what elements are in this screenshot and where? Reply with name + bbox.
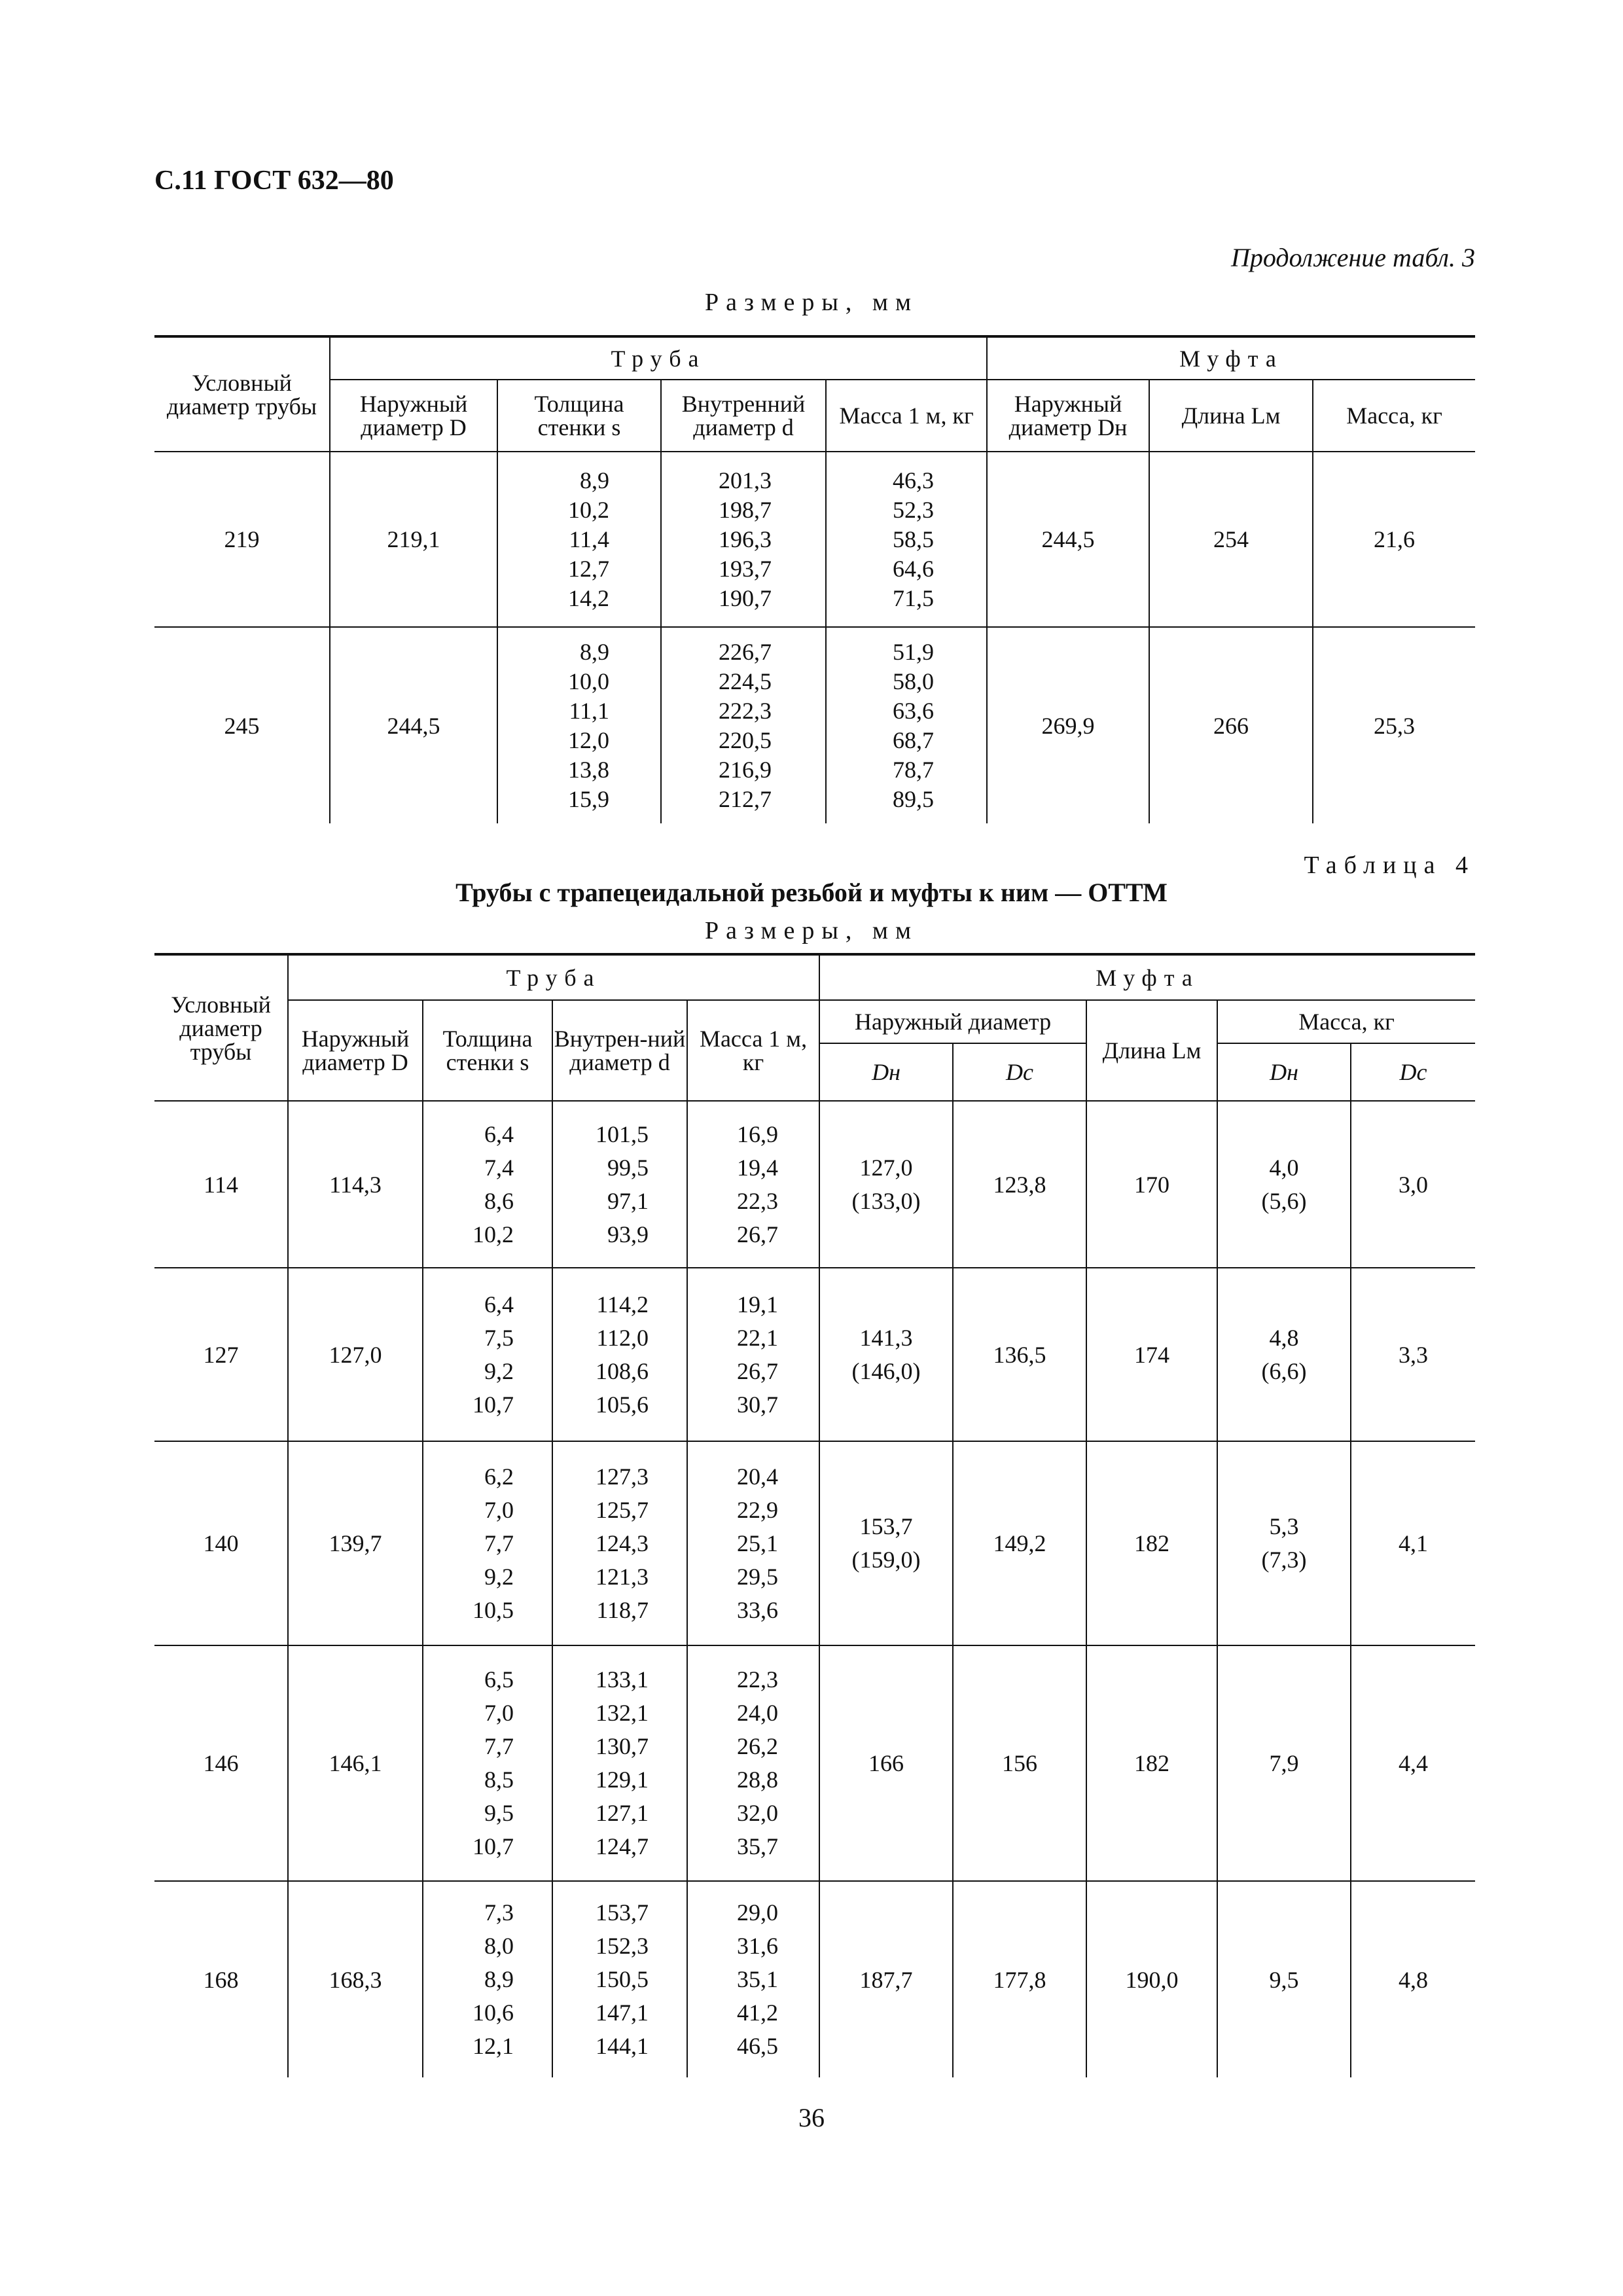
cell-coupling-length: 254 xyxy=(1149,452,1313,627)
continuation-note: Продолжение табл. 3 xyxy=(1230,243,1475,272)
table-4-title: Трубы с трапецеидальной резьбой и муфты к ним — ОТТМ xyxy=(455,878,1168,907)
header-wall-thickness: Толщина стенки s xyxy=(497,380,661,452)
cell-wall: 7,3 8,0 8,9 10,6 12,1 xyxy=(473,1899,514,2059)
table-3-continuation xyxy=(154,335,1475,823)
cell-outer: 127,0 xyxy=(288,1268,423,1441)
header-group-pipe: Труба xyxy=(288,954,819,1000)
cell-mass: 22,3 24,0 26,2 28,8 32,0 35,7 xyxy=(737,1666,779,1859)
table-4-label: Таблица 4 xyxy=(1304,852,1475,879)
cell-inner: 101,5 99,5 97,1 93,9 xyxy=(596,1121,649,1247)
cell-mass: 19,1 22,1 26,7 30,7 xyxy=(737,1291,779,1418)
subheader-mass-dn: Dн xyxy=(1217,1043,1351,1101)
cell-coupling-dn: 153,7 (159,0) xyxy=(851,1513,921,1573)
table-row xyxy=(154,627,1475,823)
cell-coupling-length: 174 xyxy=(1086,1268,1217,1441)
cell-outer: 244,5 xyxy=(330,627,497,823)
cell-mass-dc: 4,8 xyxy=(1351,1881,1475,2077)
cell-inner: 201,3 198,7 196,3 193,7 190,7 xyxy=(719,467,772,611)
header-outer-diameter: Наружный диаметр D xyxy=(288,1000,423,1101)
cell-outer: 114,3 xyxy=(288,1101,423,1268)
header-inner-diameter: Внутренний диаметр d xyxy=(661,380,826,452)
cell-coupling-outer: 269,9 xyxy=(987,627,1149,823)
header-coupling-outer-diameter: Наружный диаметр Dн xyxy=(987,380,1149,452)
cell-nominal: 114 xyxy=(154,1101,288,1268)
header-coupling-mass: Масса, кг xyxy=(1217,1000,1475,1043)
cell-mass: 29,0 31,6 35,1 41,2 46,5 xyxy=(737,1899,779,2059)
table-row xyxy=(154,1881,1475,2077)
cell-coupling-dc: 136,5 xyxy=(953,1268,1086,1441)
cell-mass-dc: 3,3 xyxy=(1351,1268,1475,1441)
cell-wall: 8,9 10,2 11,4 12,7 14,2 xyxy=(568,467,609,611)
cell-mass-dc: 3,0 xyxy=(1351,1101,1475,1268)
header-nominal-diameter: Условный диаметр трубы xyxy=(154,336,330,452)
header-wall-thickness: Толщина стенки s xyxy=(423,1000,552,1101)
cell-outer: 219,1 xyxy=(330,452,497,627)
subheader-dn: Dн xyxy=(819,1043,953,1101)
cell-coupling-dc: 123,8 xyxy=(953,1101,1086,1268)
cell-inner: 153,7 152,3 150,5 147,1 144,1 xyxy=(596,1899,649,2059)
cell-nominal: 127 xyxy=(154,1268,288,1441)
cell-mass-dn: 9,5 xyxy=(1217,1881,1351,2077)
cell-mass: 51,9 58,0 63,6 68,7 78,7 89,5 xyxy=(893,638,935,812)
table-row xyxy=(154,1268,1475,1441)
cell-inner: 127,3 125,7 124,3 121,3 118,7 xyxy=(596,1463,649,1623)
cell-coupling-outer: 244,5 xyxy=(987,452,1149,627)
cell-coupling-dn: 141,3 (146,0) xyxy=(851,1324,921,1384)
table-row xyxy=(154,1645,1475,1881)
cell-coupling-dc: 149,2 xyxy=(953,1441,1086,1645)
cell-wall: 8,9 10,0 11,1 12,0 13,8 15,9 xyxy=(568,638,609,812)
cell-mass-dn: 4,0 (5,6) xyxy=(1261,1154,1307,1214)
cell-coupling-dn: 187,7 xyxy=(819,1881,953,2077)
header-group-pipe: Труба xyxy=(330,336,987,380)
cell-nominal: 219 xyxy=(154,452,330,627)
cell-outer: 146,1 xyxy=(288,1645,423,1881)
cell-coupling-dc: 156 xyxy=(953,1645,1086,1881)
cell-nominal: 168 xyxy=(203,1966,239,1993)
cell-mass: 16,9 19,4 22,3 26,7 xyxy=(737,1121,779,1247)
cell-coupling-dc: 177,8 xyxy=(953,1881,1086,2077)
table-row xyxy=(154,1441,1475,1645)
header-outer-diameter: Наружный диаметр D xyxy=(330,380,497,452)
cell-mass: 20,4 22,9 25,1 29,5 33,6 xyxy=(737,1463,779,1623)
header-nominal-diameter: Условный диаметр трубы xyxy=(154,954,288,1101)
header-mass-per-meter: Масса 1 м, кг xyxy=(826,380,987,452)
cell-wall: 6,5 7,0 7,7 8,5 9,5 10,7 xyxy=(473,1666,514,1859)
header-mass-per-meter: Масса 1 м, кг xyxy=(687,1000,819,1101)
header-group-coupling: Муфта xyxy=(819,954,1475,1000)
header-coupling-mass: Масса, кг xyxy=(1313,380,1475,452)
cell-mass-dn: 5,3 (7,3) xyxy=(1261,1513,1307,1573)
cell-coupling-mass: 21,6 xyxy=(1313,452,1475,627)
cell-nominal: 140 xyxy=(154,1441,288,1645)
cell-coupling-length: 170 xyxy=(1086,1101,1217,1268)
page-number: 36 xyxy=(798,2103,825,2132)
cell-inner: 226,7 224,5 222,3 220,5 216,9 212,7 xyxy=(719,638,772,812)
cell-wall: 6,4 7,5 9,2 10,7 xyxy=(473,1291,514,1418)
table-row xyxy=(154,452,1475,627)
subheader-dc: Dс xyxy=(953,1043,1086,1101)
cell-coupling-length: 190,0 xyxy=(1086,1881,1217,2077)
table-4 xyxy=(154,953,1475,2077)
dimensions-label: Размеры, мм xyxy=(704,917,918,944)
cell-outer: 139,7 xyxy=(288,1441,423,1645)
cell-coupling-length: 182 xyxy=(1086,1645,1217,1881)
table-row xyxy=(154,1101,1475,1268)
cell-wall: 6,2 7,0 7,7 9,2 10,5 xyxy=(473,1463,514,1623)
page-header: С.11 ГОСТ 632—80 xyxy=(154,166,394,196)
cell-coupling-dn: 166 xyxy=(819,1645,953,1881)
cell-mass-dn: 7,9 xyxy=(1217,1645,1351,1881)
cell-mass-dc: 4,4 xyxy=(1351,1645,1475,1881)
header-inner-diameter: Внутрен-ний диаметр d xyxy=(552,1000,687,1101)
header-coupling-length: Длина Lм xyxy=(1149,380,1313,452)
cell-inner: 133,1 132,1 130,7 129,1 127,1 124,7 xyxy=(596,1666,649,1859)
cell-nominal: 146 xyxy=(154,1645,288,1881)
cell-mass-dc: 4,1 xyxy=(1351,1441,1475,1645)
cell-outer: 168,3 xyxy=(288,1881,423,2077)
dimensions-label: Размеры, мм xyxy=(704,289,918,316)
cell-nominal: 245 xyxy=(224,712,260,739)
header-coupling-length: Длина Lм xyxy=(1086,1000,1217,1101)
cell-coupling-length: 266 xyxy=(1149,627,1313,823)
subheader-mass-dc: Dс xyxy=(1351,1043,1475,1101)
header-group-coupling: Муфта xyxy=(987,336,1475,380)
cell-wall: 6,4 7,4 8,6 10,2 xyxy=(473,1121,514,1247)
header-coupling-outer-diameter: Наружный диаметр xyxy=(819,1000,1086,1043)
cell-mass-dn: 4,8 (6,6) xyxy=(1261,1324,1307,1384)
cell-inner: 114,2 112,0 108,6 105,6 xyxy=(596,1291,649,1418)
cell-coupling-dn: 127,0 (133,0) xyxy=(851,1154,921,1214)
cell-coupling-mass: 25,3 xyxy=(1313,627,1475,823)
cell-mass: 46,3 52,3 58,5 64,6 71,5 xyxy=(893,467,935,611)
cell-coupling-length: 182 xyxy=(1086,1441,1217,1645)
